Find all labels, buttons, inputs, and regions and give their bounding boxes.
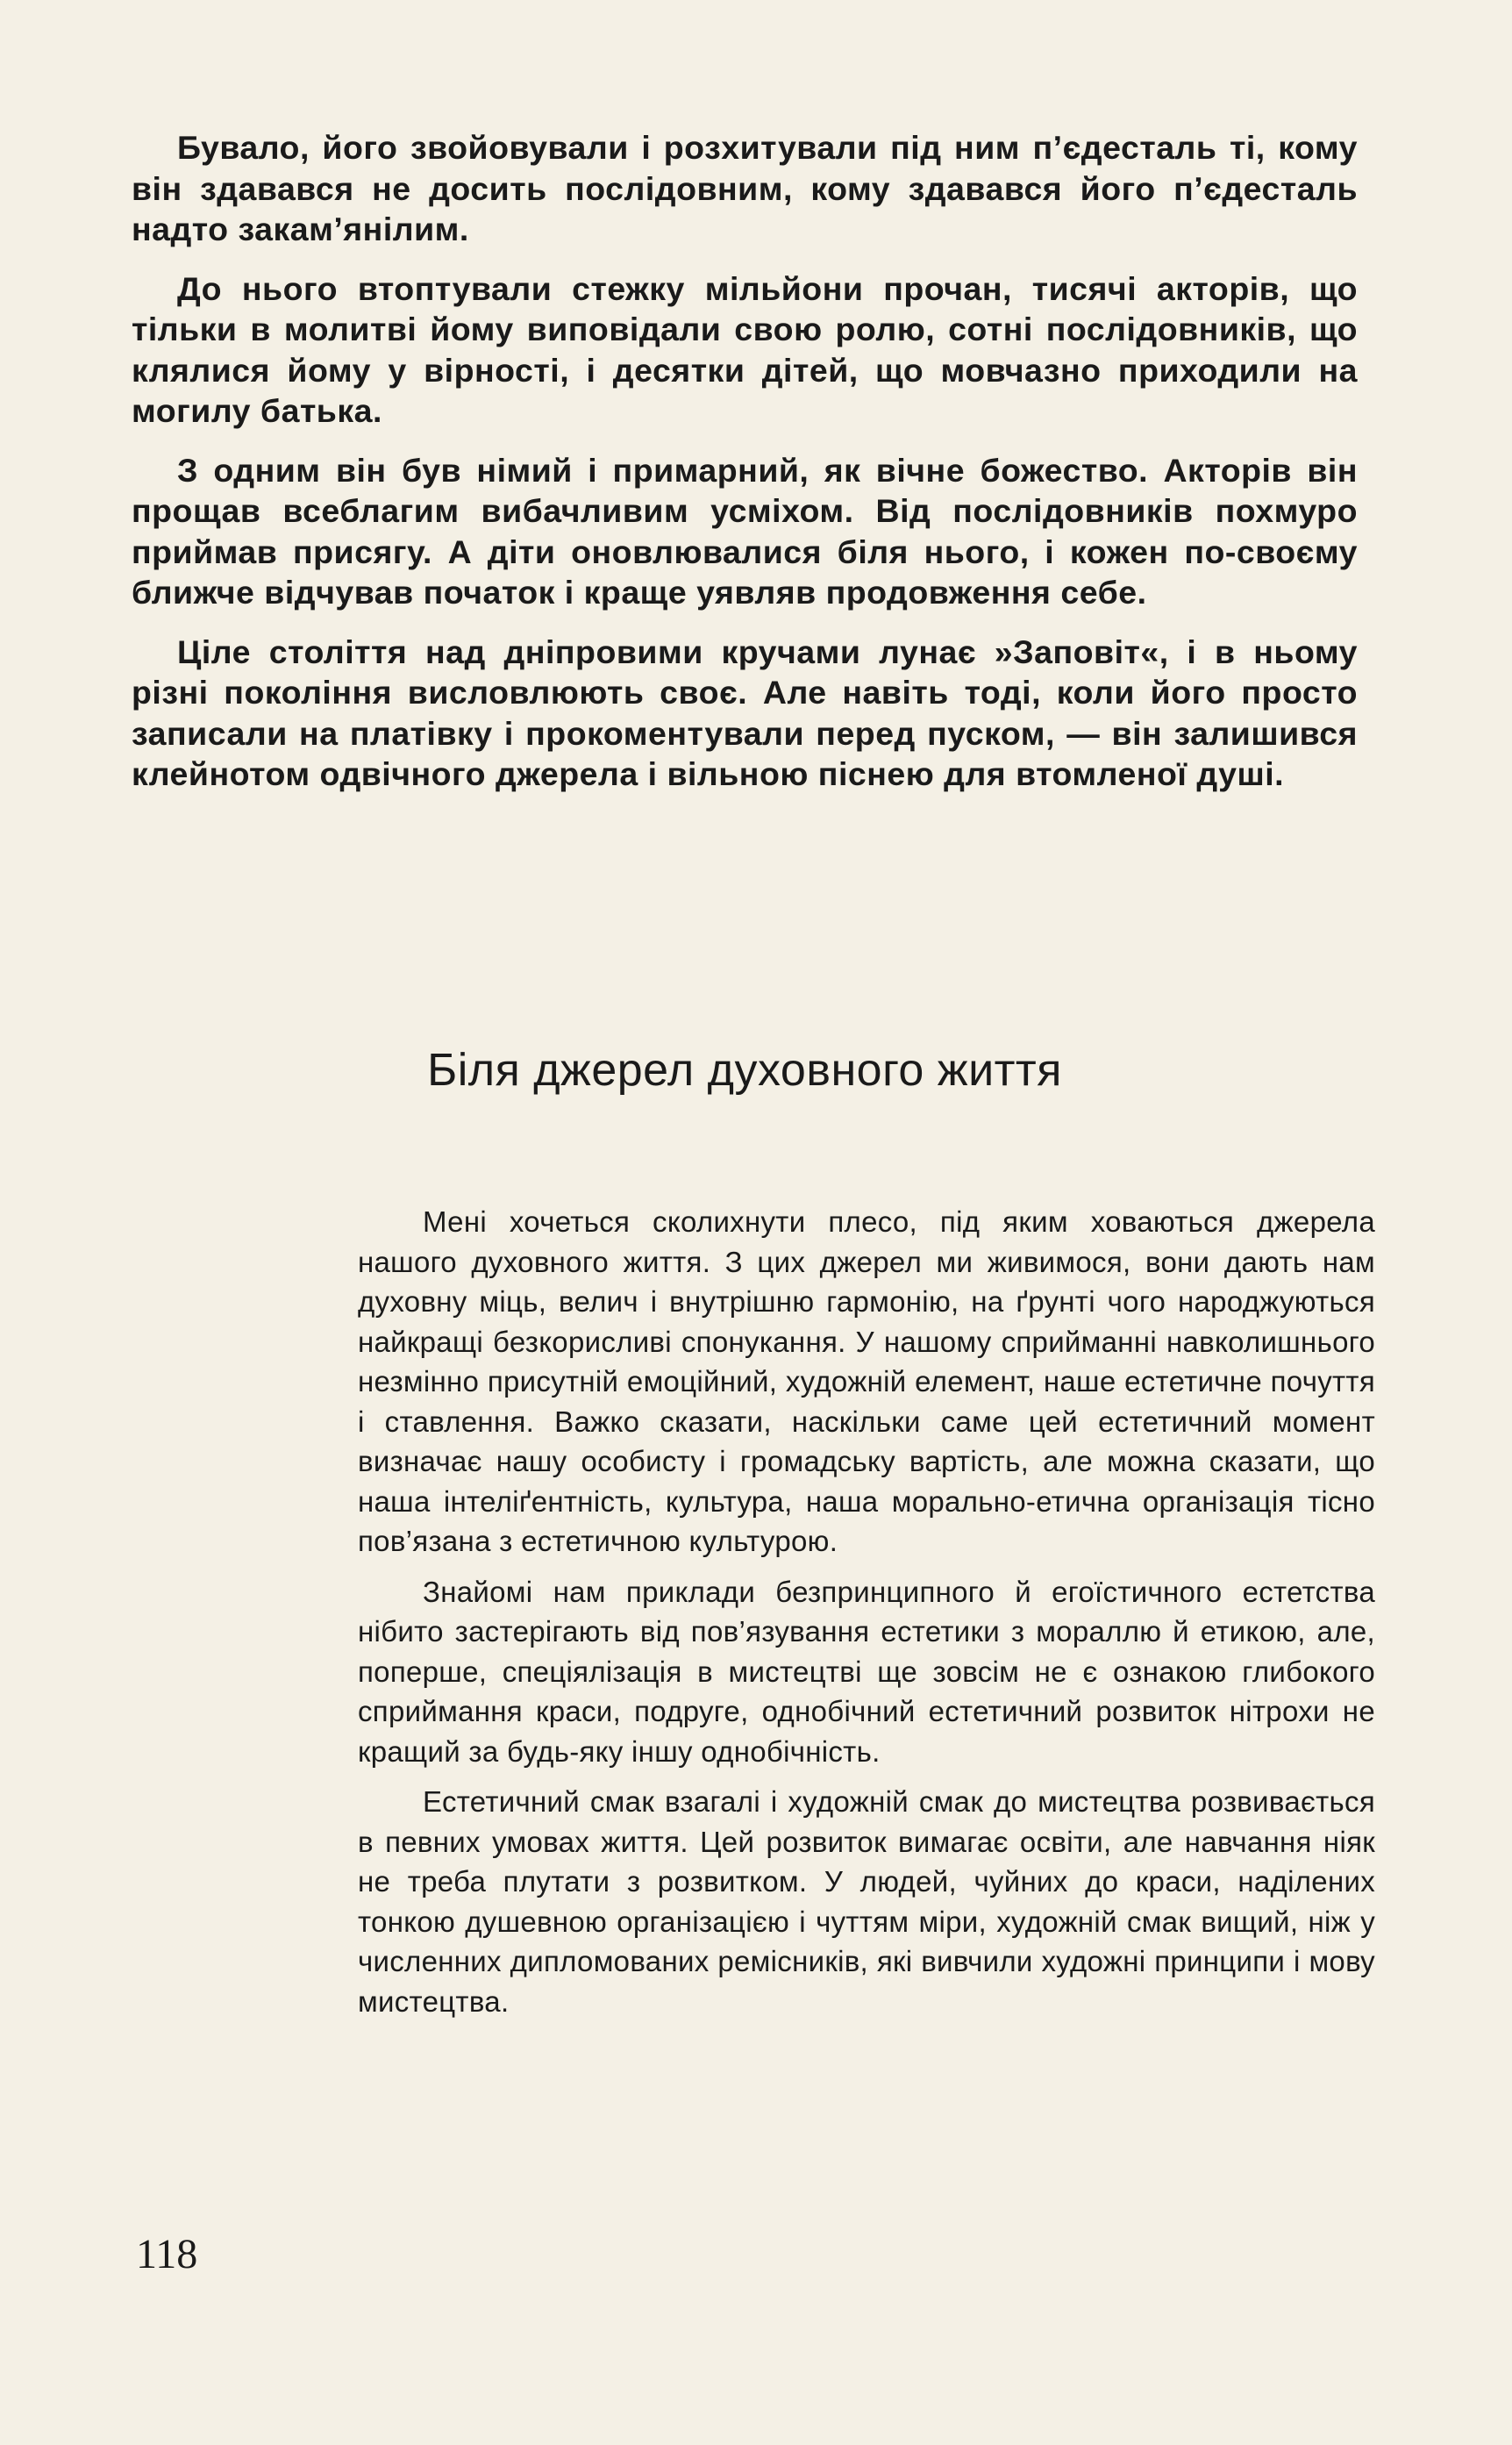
paragraph: До нього втоптували стежку мільйони прочан, тисячі акторів, що тільки в молитві йому виповідали свою ролю, сотні послідовників, що клялися йому у вірності, і десятки дітей, що мовчазно приходили на могилу батька. [132, 269, 1358, 429]
paragraph: Мені хочеться сколихнути плесо, під яким ховаються джерела нашого духовного життя. З цих джерел ми живимося, вони дають нам духовну міць, велич і внутрішню гармонію, на ґрунті чого народжуються найкращі безкорисливі спонукання. У нашому сприйманні навколишнього незмінно присутній емоційний, художній елемент, наше естетичне почуття і ставлення. Важко сказати, наскільки саме цей естетичний момент визначає нашу особисту і громадську вартість, але можна сказати, що наша інтеліґентність, культура, наша морально-етична організація тісно пов’язана з естетичною культурою. [358, 1205, 1375, 1557]
paragraph: З одним він був німий і примарний, як вічне божество. Акторів він прощав всеблагим вибачливим усміхом. Від послідовників похмуро приймав присягу. А діти оновлювалися біля нього, і кожен по-своєму ближче відчував початок і краще уявляв продовження себе. [132, 451, 1358, 611]
paragraph: Естетичний смак взагалі і художній смак до мистецтва розвивається в певних умовах життя. Цей розвиток вимагає освіти, але навчання ніяк не треба плутати з розвитком. У людей, чуйних до краси, наділених тонкою душевною організацією і чуттям міри, художній смак вищий, ніж у численних дипломованих ремісників, які вивчили художні принципи і мову мистецтва. [358, 1785, 1375, 2018]
section-body [358, 1202, 1375, 2032]
paragraph: Знайомі нам приклади безпринципного й егоїстичного естетства нібито застерігають від пов’язування естетики з мораллю й етикою, але, поперше, спеціялізація в мистецтві ще зовсім не є ознакою глибокого сприймання краси, подруге, однобічний естетичний розвиток нітрохи не кращий за будь-яку іншу однобічність. [358, 1575, 1375, 1768]
page-number: 118 [136, 2231, 198, 2277]
upper-text-block [132, 127, 1358, 813]
paragraph: Ціле століття над дніпровими кручами лунає »Заповіт«, і в ньому різні покоління висловлюють своє. Але навіть тоді, коли його просто записали на платівку і прокоментували перед пуском, — він залишився клейнотом одвічного джерела і вільною піснею для втомленої душі. [132, 633, 1358, 792]
section-title: Біля джерел духовного життя [427, 1045, 1062, 1096]
paragraph: Бувало, його звойовували і розхитували під ним п’єдесталь ті, кому він здавався не досить послідовним, кому здавався його п’єдесталь надто закам’янілим. [132, 129, 1358, 247]
